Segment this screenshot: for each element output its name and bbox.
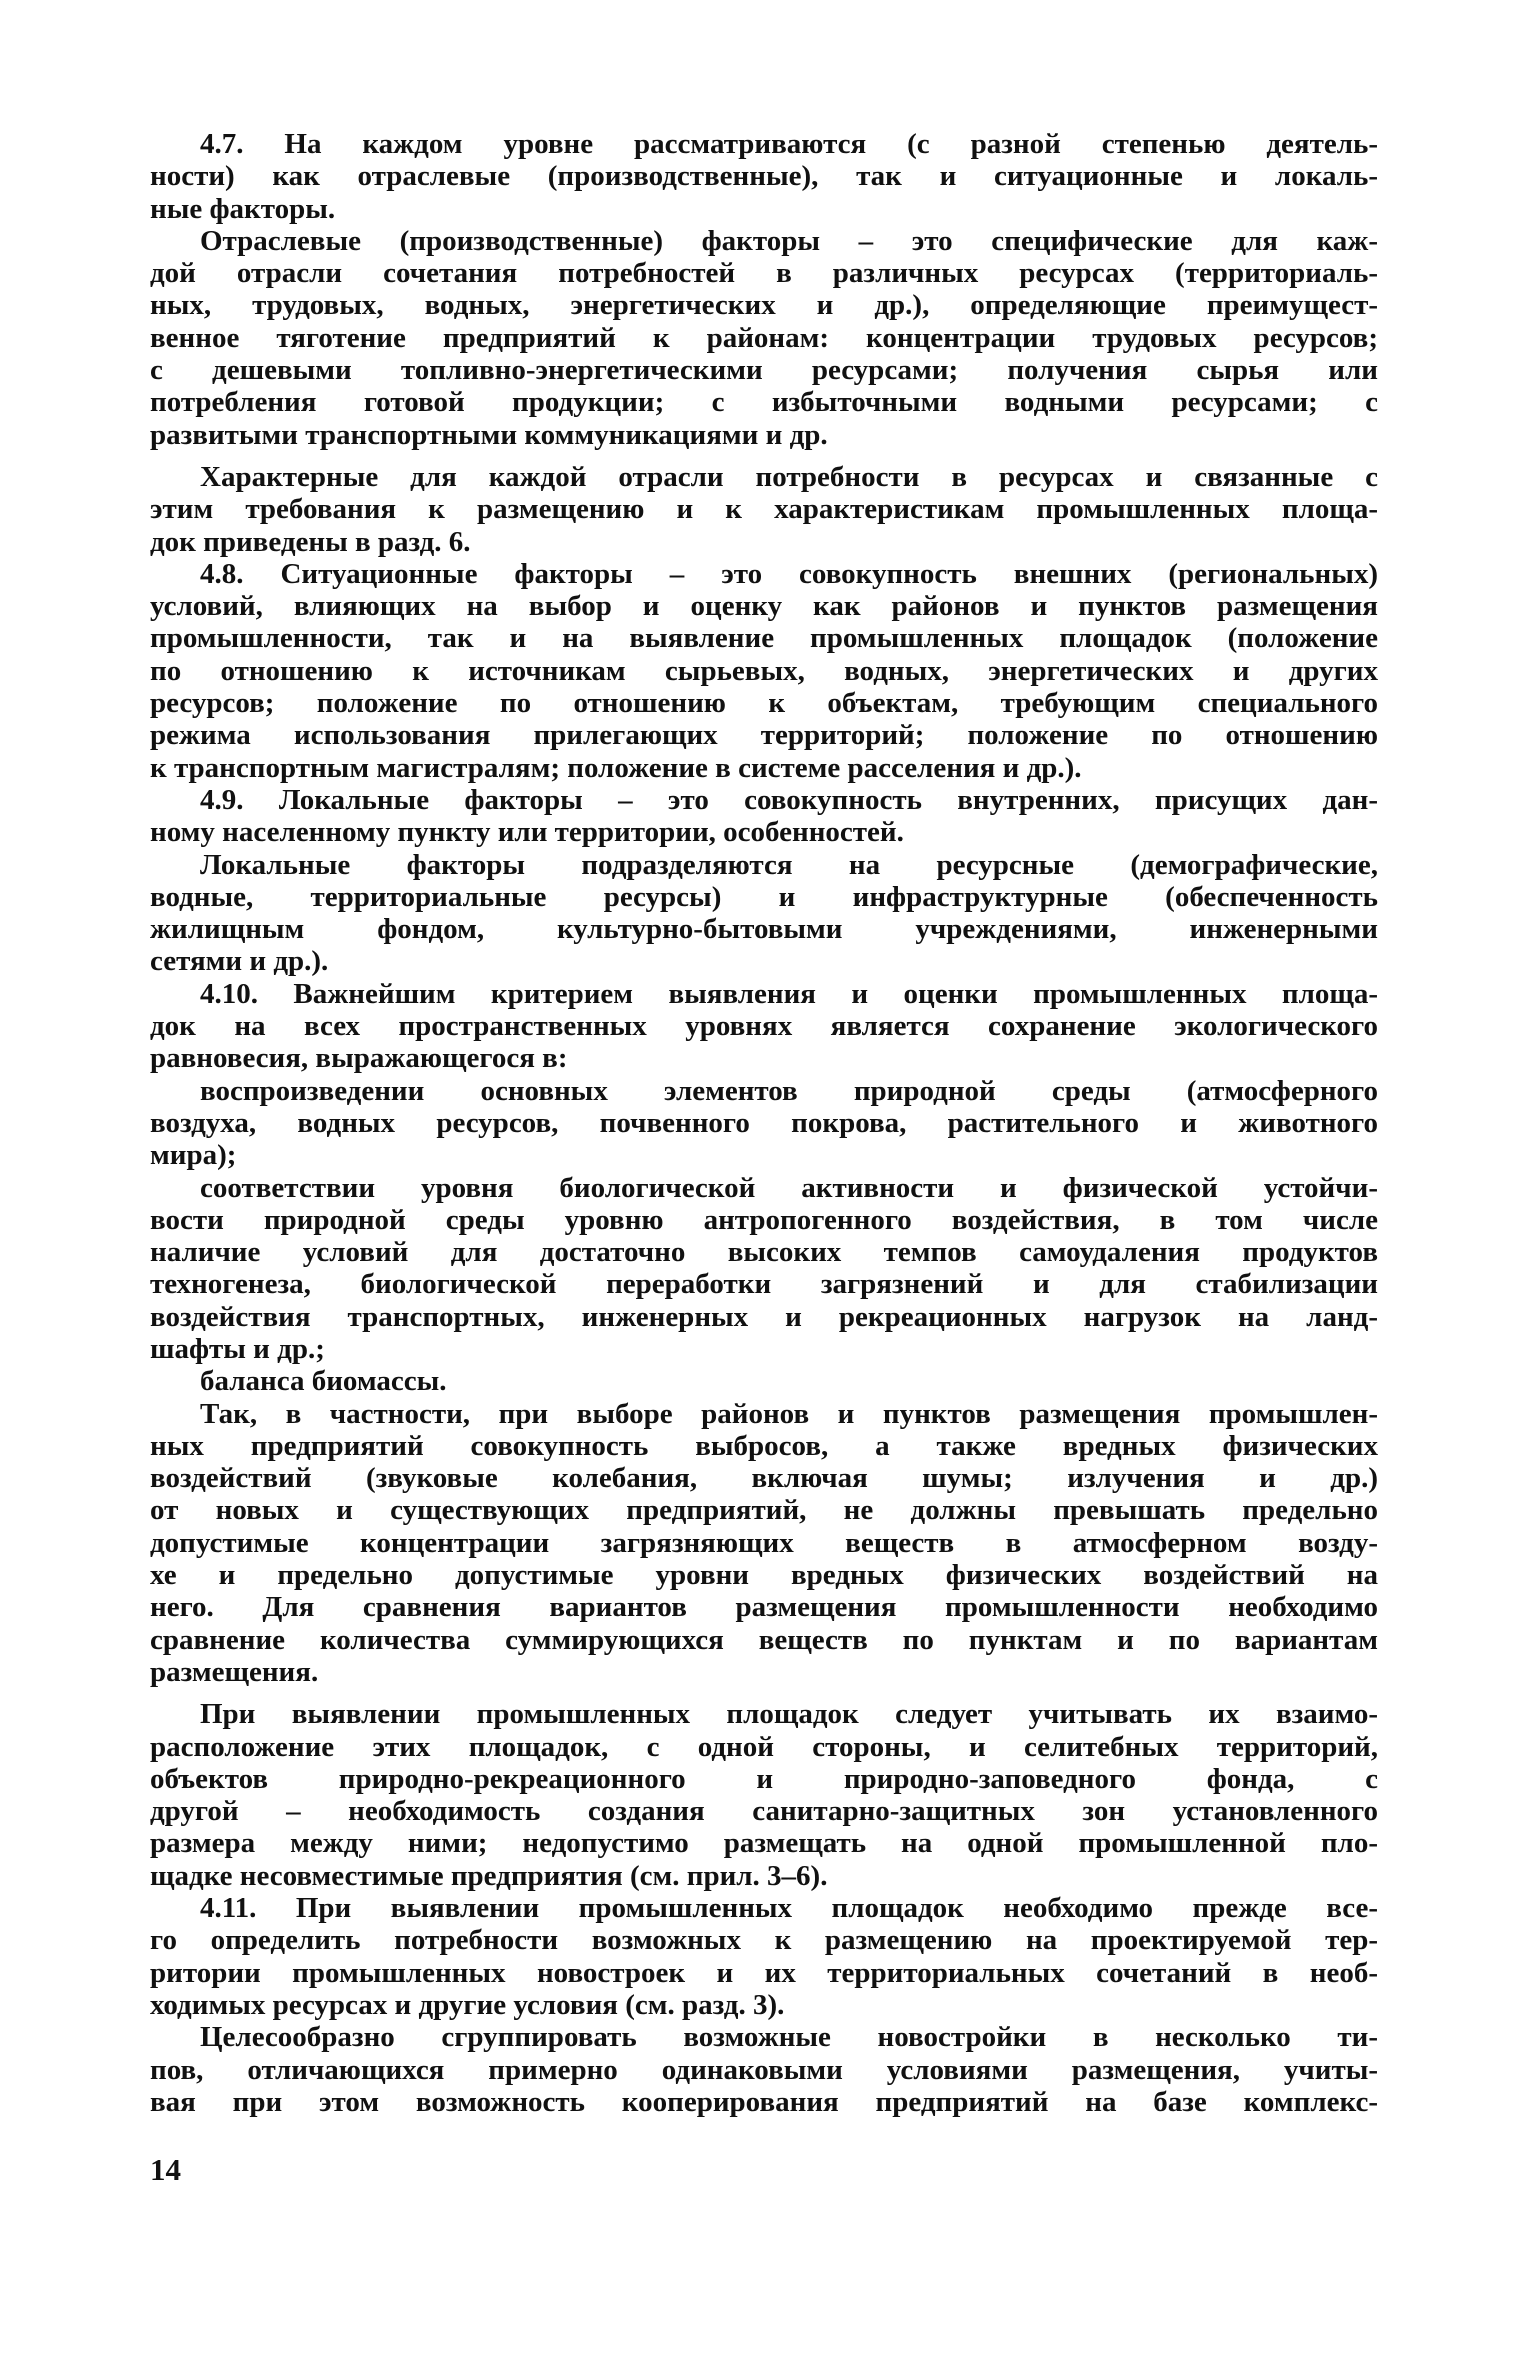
text-line: по отношению к источникам сырьевых, водных, энергетических и других: [150, 654, 1378, 687]
text-line: воздействий (звуковые колебания, включая шумы; излучения и др.): [150, 1462, 1378, 1495]
document-page: [150, 128, 1378, 2118]
text-line: объектов природно-рекреационного и природно-заповедного фонда, с: [150, 1762, 1378, 1795]
text-line: развитыми транспортными коммуникациями и др.: [150, 418, 828, 451]
text-line: наличие условий для достаточно высоких темпов самоудаления продуктов: [150, 1236, 1378, 1269]
text-line: жилищным фондом, культурно-бытовыми учреждениями, инженерными: [150, 913, 1378, 946]
text-line: пов, отличающихся примерно одинаковыми условиями размещения, учиты-: [150, 2053, 1378, 2086]
text-line: хе и предельно допустимые уровни вредных физических воздействий на: [150, 1559, 1378, 1592]
text-line: ных, трудовых, водных, энергетических и др.), определяющие преимущест-: [150, 289, 1378, 322]
text-line: другой – необходимость создания санитарно-защитных зон установленного: [150, 1795, 1378, 1828]
text-line: ных предприятий совокупность выбросов, а также вредных физических: [150, 1429, 1378, 1462]
paragraph: [150, 225, 1378, 451]
paragraph: [150, 849, 1378, 978]
paragraph: [150, 1172, 1378, 1366]
text-line: допустимые концентрации загрязняющих веществ в атмосферном возду-: [150, 1526, 1378, 1559]
text-line: Отраслевые (производственные) факторы – это специфические для каж-: [200, 224, 1378, 257]
paragraph: [150, 1075, 1378, 1172]
text-line: ному населенному пункту или территории, особенностей.: [150, 816, 904, 849]
text-line: дой отрасли сочетания потребностей в различных ресурсах (территориаль-: [150, 257, 1378, 290]
text-line: 4.10. Важнейшим критерием выявления и оценки промышленных площа-: [200, 977, 1378, 1010]
text-line: техногенеза, биологической переработки загрязнений и для стабилизации: [150, 1268, 1378, 1301]
text-line: вости природной среды уровню антропогенного воздействия, в том числе: [150, 1203, 1378, 1236]
text-line: 4.11. При выявлении промышленных площадок необходимо прежде все-: [200, 1892, 1378, 1925]
text-line: соответствии уровня биологической активности и физической устойчи-: [200, 1171, 1378, 1204]
text-line: к транспортным магистралям; положение в системе расселения и др.).: [150, 751, 1082, 784]
text-line: го определить потребности возможных к размещению на проектируемой тер-: [150, 1924, 1378, 1957]
text-line: условий, влияющих на выбор и оценку как районов и пунктов размещения: [150, 590, 1378, 623]
paragraph: [150, 978, 1378, 1075]
text-line: шафты и др.;: [150, 1332, 325, 1365]
text-line: венное тяготение предприятий к районам: концентрации трудовых ресурсов;: [150, 321, 1378, 354]
page-number: 14: [150, 2152, 181, 2187]
paragraph: [150, 1398, 1378, 1689]
text-line: Локальные факторы подразделяются на ресурсные (демографические,: [200, 848, 1378, 881]
text-line: воздуха, водных ресурсов, почвенного покрова, растительного и животного: [150, 1106, 1378, 1139]
paragraph: [150, 128, 1378, 225]
text-line: 4.9. Локальные факторы – это совокупность внутренних, присущих дан-: [200, 783, 1378, 816]
text-line: Целесообразно сгруппировать возможные новостройки в несколько ти-: [200, 2021, 1378, 2054]
text-line: мира);: [150, 1139, 237, 1172]
text-line: с дешевыми топливно-энергетическими ресурсами; получения сырья или: [150, 354, 1378, 387]
text-line: сетями и др.).: [150, 945, 329, 978]
text-line: Так, в частности, при выборе районов и пунктов размещения промышлен-: [200, 1397, 1378, 1430]
text-line: ходимых ресурсах и другие условия (см. разд. 3).: [150, 1988, 785, 2021]
text-line: него. Для сравнения вариантов размещения промышленности необходимо: [150, 1591, 1378, 1624]
text-line: Характерные для каждой отрасли потребности в ресурсах и связанные с: [200, 460, 1378, 493]
text-line: равновесия, выражающегося в:: [150, 1042, 568, 1075]
text-line: баланса биомассы.: [200, 1365, 447, 1398]
text-line: сравнение количества суммирующихся веществ по пунктам и по вариантам: [150, 1623, 1378, 1656]
paragraph: [150, 1365, 1378, 1397]
text-line: воспроизведении основных элементов природной среды (атмосферного: [200, 1074, 1378, 1107]
text-line: 4.8. Ситуационные факторы – это совокупность внешних (региональных): [200, 557, 1378, 590]
paragraph: [150, 558, 1378, 784]
text-line: ности) как отраслевые (производственные), так и ситуационные и локаль-: [150, 160, 1378, 193]
text-line: щадке несовместимые предприятия (см. прил. 3–6).: [150, 1859, 828, 1892]
text-line: размещения.: [150, 1655, 319, 1688]
text-line: потребления готовой продукции; с избыточными водными ресурсами; с: [150, 386, 1378, 419]
text-line: промышленности, так и на выявление промышленных площадок (положение: [150, 622, 1378, 655]
text-line: док приведены в разд. 6.: [150, 525, 471, 558]
text-line: При выявлении промышленных площадок следует учитывать их взаимо-: [200, 1698, 1378, 1731]
text-line: ные факторы.: [150, 192, 336, 225]
paragraph: [150, 1698, 1378, 1892]
text-line: от новых и существующих предприятий, не должны превышать предельно: [150, 1494, 1378, 1527]
text-line: 4.7. На каждом уровне рассматриваются (с разной степенью деятель-: [200, 128, 1378, 160]
text-line: этим требования к размещению и к характеристикам промышленных площа-: [150, 493, 1378, 526]
text-line: режима использования прилегающих территорий; положение по отношению: [150, 719, 1378, 752]
paragraph: [150, 2021, 1378, 2118]
text-line: вая при этом возможность кооперирования предприятий на базе комплекс-: [150, 2085, 1378, 2118]
text-line: воздействия транспортных, инженерных и рекреационных нагрузок на ланд-: [150, 1300, 1378, 1333]
text-line: водные, территориальные ресурсы) и инфраструктурные (обеспеченность: [150, 880, 1378, 913]
paragraph: [150, 461, 1378, 558]
text-line: док на всех пространственных уровнях является сохранение экологического: [150, 1010, 1378, 1043]
paragraph: [150, 784, 1378, 849]
text-line: размера между ними; недопустимо размещать на одной промышленной пло-: [150, 1827, 1378, 1860]
text-line: ритории промышленных новостроек и их территориальных сочетаний в необ-: [150, 1956, 1378, 1989]
text-line: расположение этих площадок, с одной стороны, и селитебных территорий,: [150, 1730, 1378, 1763]
text-line: ресурсов; положение по отношению к объектам, требующим специального: [150, 687, 1378, 720]
paragraph: [150, 1892, 1378, 2021]
